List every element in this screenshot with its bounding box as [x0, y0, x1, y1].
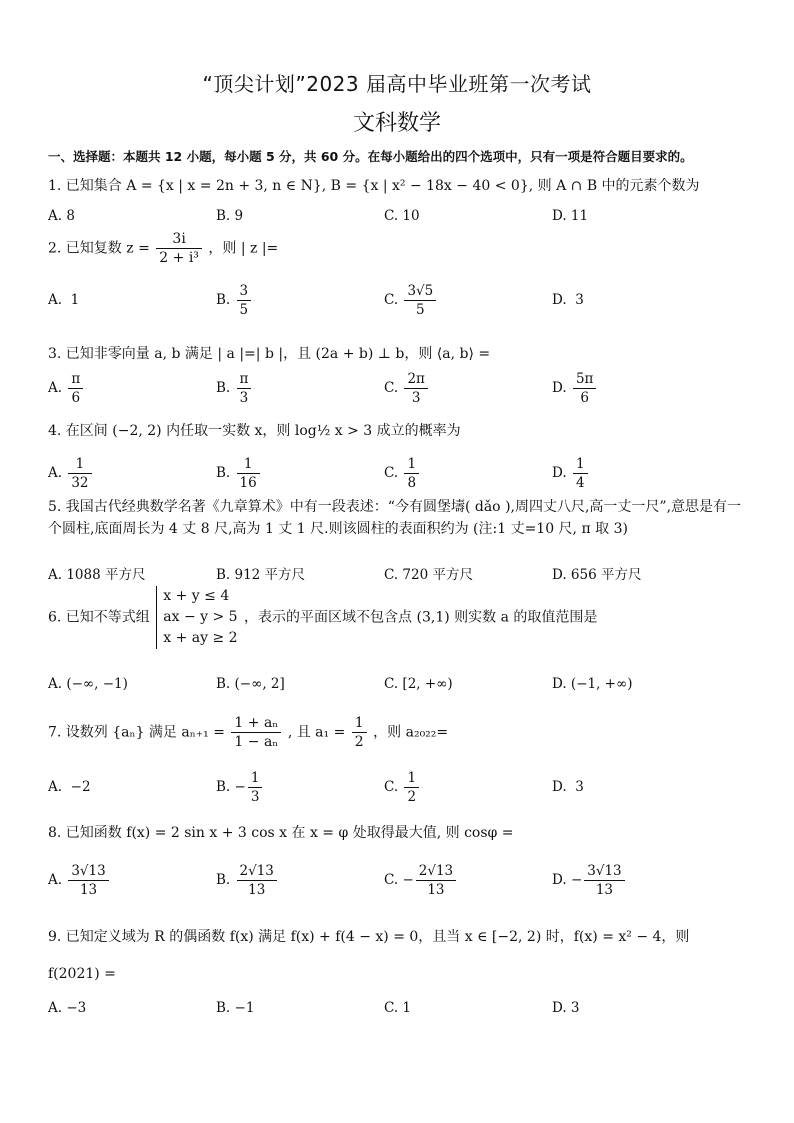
q6-inequality-system — [156, 586, 237, 649]
q5-option-a: A. 1088 平方尺 — [48, 567, 146, 583]
q6-option-d: D. (−1, +∞) — [552, 676, 633, 692]
q2-option-c: C. $\frac{3√5}{5}$ — [384, 282, 438, 319]
q9-option-a: A. −3 — [48, 1000, 87, 1016]
question-6-stem — [48, 586, 597, 649]
q8-option-c: C. − $\frac{2√13}{13}$ — [384, 862, 458, 899]
q1-option-a: A. 8 — [48, 208, 75, 224]
q9-option-d: D. 3 — [552, 1000, 580, 1016]
q9-option-b: B. −1 — [216, 1000, 255, 1016]
q6-option-c: C. [2, +∞) — [384, 676, 453, 692]
q3-option-b: B. $\frac{\pi}{3}$ — [216, 370, 253, 407]
q4-option-b: B. $\frac{1}{16}$ — [216, 455, 262, 492]
exam-title: “顶尖计划”2023 届高中毕业班第一次考试 — [202, 72, 592, 96]
q6-stem-prefix: 6. 已知不等式组 — [48, 609, 150, 626]
section-instructions: 一、选择题：本题共 12 小题，每小题 5 分，共 60 分。在每小题给出的四个选项中，只有一项是符合题目要求的。 — [48, 149, 693, 164]
q3-option-d: D. $\frac{5\pi}{6}$ — [552, 370, 598, 407]
q5-option-b: B. 912 平方尺 — [216, 567, 306, 583]
question-1-stem: 1. 已知集合 A = {x | x = 2n + 3, n ∈ N}, B = {x | x² − 18x − 40 < 0}, 则 A ∩ B 中的元素个数为 — [48, 178, 700, 194]
q7-option-b: B. − $\frac{1}{3}$ — [216, 769, 264, 806]
q2-stem-prefix: 2. 已知复数 z = — [48, 240, 150, 257]
question-2-stem — [48, 230, 278, 267]
q6-option-a: A. (−∞, −1) — [48, 676, 128, 692]
question-8-stem: 8. 已知函数 f(x) = 2 sin x + 3 cos x 在 x = φ 处取得最大值, 则 cosφ = — [48, 825, 514, 841]
q4-option-c: C. $\frac{1}{8}$ — [384, 455, 421, 492]
q8-option-a: A. $\frac{3√13}{13}$ — [48, 862, 111, 899]
q4-option-a: A. $\frac{1}{32}$ — [48, 455, 94, 492]
q1-option-c: C. 10 — [384, 208, 420, 224]
q7-initial-fraction: $\frac{1}{2}$ — [352, 714, 367, 751]
q3-option-a: A. $\frac{\pi}{6}$ — [48, 370, 85, 407]
q7-option-a: A. −2 — [48, 779, 91, 795]
question-5-stem: 5. 我国古代经典数学名著《九章算术》中有一段表述：“今有圆堡壔( dǎo ),周四丈八尺,高一丈一尺”,意思是有一个圆柱,底面周长为 4 丈 8 尺,高为 1 丈 1 尺.则该圆柱的表面积约为 (注:1 丈=10 尺, π 取 3) — [48, 499, 742, 537]
q3-option-c: C. $\frac{2\pi}{3}$ — [384, 370, 430, 407]
q2-frac-num: 3i — [156, 230, 202, 249]
q2-fraction — [156, 230, 202, 267]
exam-subject: 文科数学 — [352, 111, 441, 136]
question-9-stem: 9. 已知定义域为 R 的偶函数 f(x) 满足 f(x) + f(4 − x) = 0，且当 x ∈ [−2, 2) 时，f(x) = x² − 4，则 — [48, 929, 690, 945]
q7-stem-mid: , 且 a₁ = — [287, 724, 346, 741]
q2-option-b: B. $\frac{3}{5}$ — [216, 282, 253, 319]
q7-stem-prefix: 7. 设数列 {aₙ} 满足 aₙ₊₁ = — [48, 724, 225, 741]
q6-ineq-1: x + y ≤ 4 — [163, 588, 230, 604]
question-3-stem: 3. 已知非零向量 a, b 满足 | a |=| b |，且 (2a + b) ⊥ b，则 ⟨a, b⟩ = — [48, 346, 491, 362]
q1-option-b: B. 9 — [216, 208, 244, 224]
q7-recurrence-fraction: $\frac{\text{1 + aₙ}}{\text{1 − aₙ}}$ — [231, 714, 281, 751]
q6-stem-suffix: ，表示的平面区域不包含点 (3,1) 则实数 a 的取值范围是 — [244, 609, 598, 626]
question-9-stem-cont: f(2021) = — [48, 966, 116, 982]
q6-ineq-3: x + ay ≥ 2 — [163, 630, 238, 646]
q2-option-d: D. 3 — [552, 292, 584, 308]
q5-option-c: C. 720 平方尺 — [384, 567, 473, 583]
q1-option-d: D. 11 — [552, 208, 589, 224]
q8-option-d: D. − $\frac{3√13}{13}$ — [552, 862, 627, 899]
q8-option-b: B. $\frac{2√13}{13}$ — [216, 862, 279, 899]
q4-option-d: D. $\frac{1}{4}$ — [552, 455, 590, 492]
q2-stem-suffix: ，则 | z |= — [208, 240, 279, 257]
q7-option-c: C. $\frac{1}{2}$ — [384, 769, 421, 806]
q5-option-d: D. 656 平方尺 — [552, 567, 642, 583]
q7-stem-suffix: ，则 a₂₀₂₂= — [373, 724, 449, 741]
q6-ineq-2: ax − y > 5 — [163, 609, 238, 625]
question-7-stem — [48, 714, 448, 751]
question-4-stem: 4. 在区间 (−2, 2) 内任取一实数 x，则 log½ x > 3 成立的概率为 — [48, 423, 461, 439]
q9-option-c: C. 1 — [384, 1000, 412, 1016]
q2-option-a: A. 1 — [48, 292, 80, 308]
q2-frac-den: 2 + i³ — [159, 250, 199, 266]
q7-option-d: D. 3 — [552, 779, 584, 795]
q6-option-b: B. (−∞, 2] — [216, 676, 285, 692]
